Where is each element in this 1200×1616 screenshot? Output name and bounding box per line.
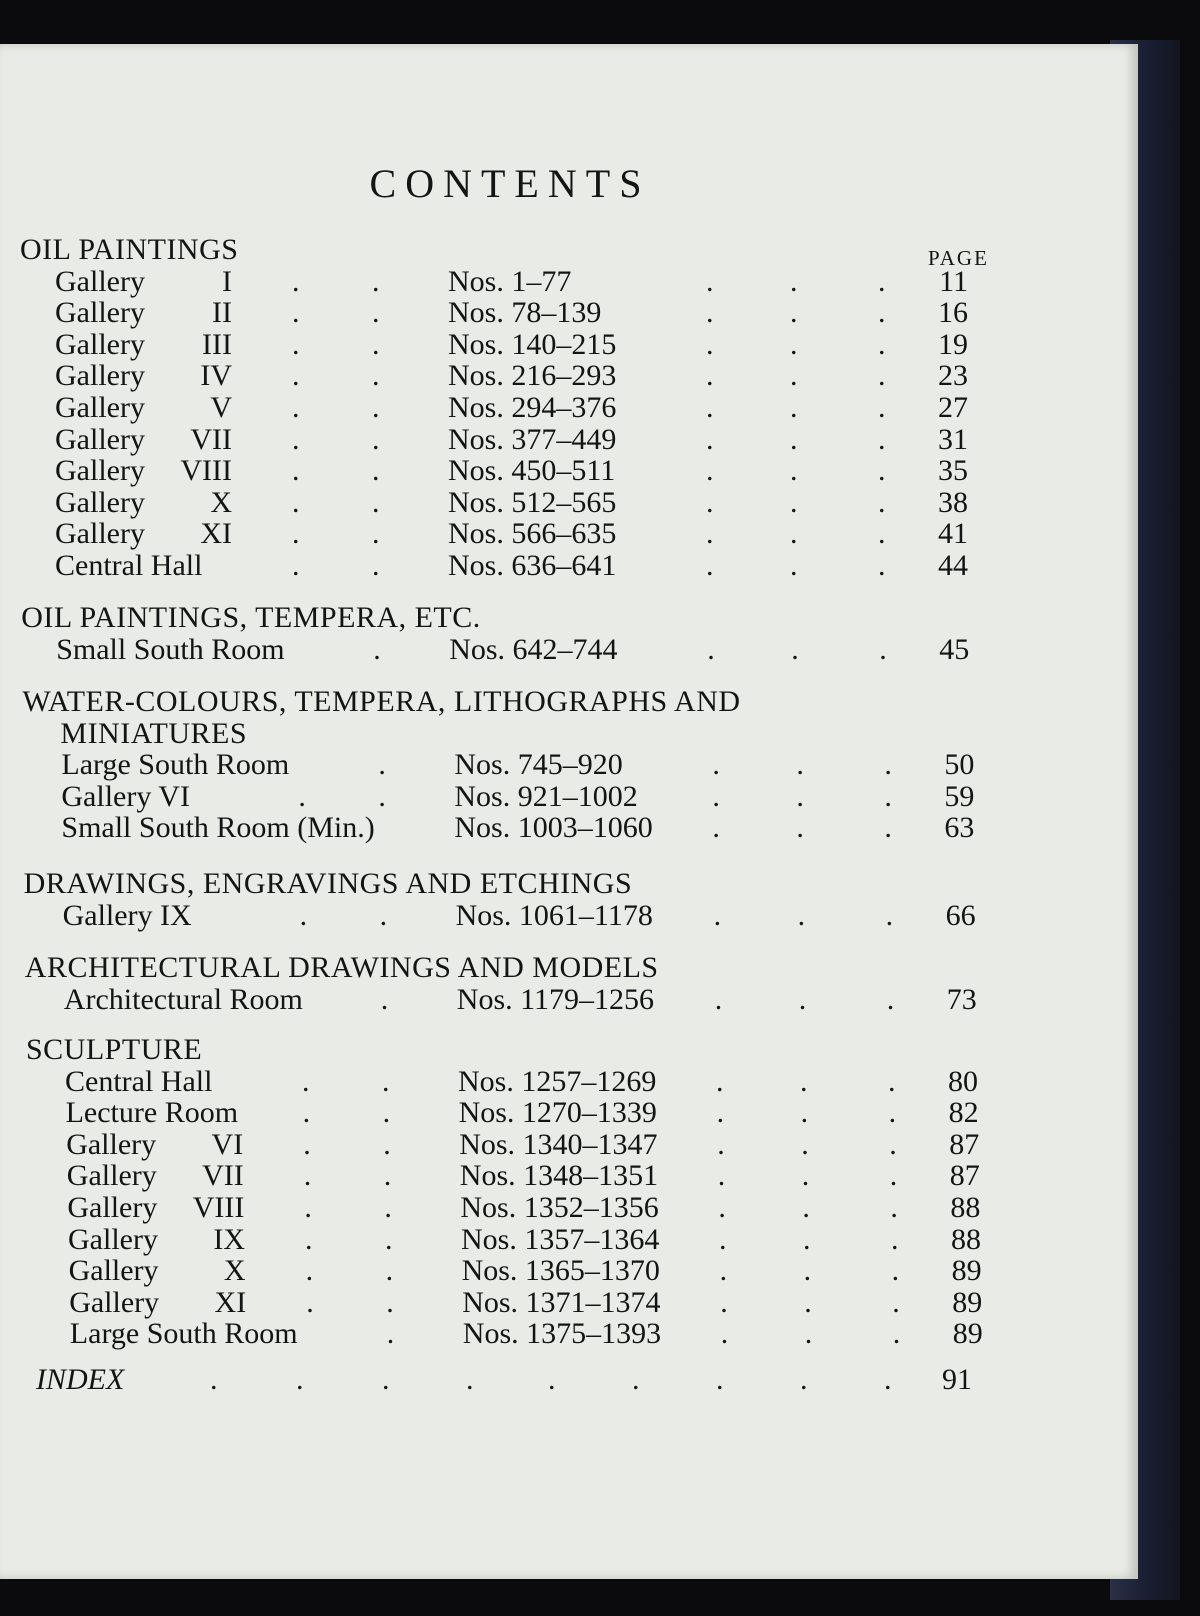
leader-dot: . xyxy=(378,748,386,782)
index-label: INDEX xyxy=(36,1363,125,1396)
entry-room: Gallery xyxy=(55,485,145,519)
toc-entry-row xyxy=(0,485,1000,521)
toc-entry-row xyxy=(0,1095,1000,1131)
leader-dot: . xyxy=(383,1159,392,1193)
entry-page-number: 88 xyxy=(951,1222,981,1256)
leader-dot: . xyxy=(298,779,306,813)
entry-room: Gallery xyxy=(55,422,145,456)
toc-entry-row xyxy=(0,1222,1000,1258)
leader-dot: . xyxy=(791,632,799,666)
leader-dot: . xyxy=(379,898,388,932)
entry-catalogue-numbers: Nos. 1352–1356 xyxy=(460,1191,659,1224)
leader-dot: . xyxy=(790,296,798,330)
leader-dot: . xyxy=(292,422,300,456)
leader-dot: . xyxy=(720,1317,729,1351)
toc-entry-row xyxy=(0,1253,1000,1289)
entry-page-number: 89 xyxy=(951,1254,982,1288)
entry-gallery-numeral: IV xyxy=(200,359,232,393)
contents-page xyxy=(0,44,1138,1579)
entry-page-number: 31 xyxy=(938,422,968,456)
leader-dot: . xyxy=(800,1064,808,1098)
entry-page-number: 88 xyxy=(950,1191,981,1224)
leader-dot: . xyxy=(892,1285,900,1319)
leader-dot: . xyxy=(384,1191,392,1224)
leader-dot: . xyxy=(801,1159,810,1193)
table-of-contents xyxy=(0,44,1138,1579)
leader-dot: . xyxy=(707,632,715,666)
index-page-number: 91 xyxy=(942,1363,972,1396)
leader-dot: . xyxy=(548,1363,556,1396)
toc-entry-row xyxy=(0,1316,1000,1352)
section-heading-continued: MINIATURES xyxy=(60,716,248,750)
leader-dot: . xyxy=(719,1254,728,1288)
leader-dot: . xyxy=(382,1363,390,1396)
leader-dot: . xyxy=(305,1222,313,1256)
leader-dot: . xyxy=(713,898,722,932)
leader-dot: . xyxy=(706,296,714,330)
leader-dot: . xyxy=(790,549,798,582)
section-heading: ARCHITECTURAL DRAWINGS AND MODELS xyxy=(24,951,659,984)
toc-entry-row xyxy=(0,327,1000,363)
entry-gallery-numeral: III xyxy=(202,327,232,361)
leader-dot: . xyxy=(380,982,389,1016)
leader-dot: . xyxy=(373,632,381,666)
entry-gallery-numeral: V xyxy=(210,391,232,424)
leader-dot: . xyxy=(879,632,887,666)
leader-dot: . xyxy=(372,296,380,330)
leader-dot: . xyxy=(790,359,798,393)
toc-entry-row xyxy=(0,898,1000,934)
leader-dot: . xyxy=(302,1096,311,1130)
entry-gallery-numeral: IX xyxy=(213,1222,245,1256)
leader-dot: . xyxy=(372,517,380,551)
leader-dot: . xyxy=(798,982,807,1016)
entry-room: Gallery xyxy=(55,454,145,488)
leader-dot: . xyxy=(717,1159,726,1193)
entry-gallery-numeral: X xyxy=(223,1254,246,1288)
entry-page-number: 80 xyxy=(948,1064,978,1098)
toc-entry-row xyxy=(0,422,1000,458)
leader-dot: . xyxy=(790,485,798,519)
leader-dot: . xyxy=(305,1254,314,1288)
leader-dot: . xyxy=(878,485,886,519)
leader-dot: . xyxy=(800,1363,808,1396)
entry-catalogue-numbers: Nos. 140–215 xyxy=(448,327,617,361)
leader-dot: . xyxy=(386,1317,395,1351)
leader-dot: . xyxy=(878,359,886,393)
entry-gallery-numeral: X xyxy=(210,485,232,519)
entry-catalogue-numbers: Nos. 1061–1178 xyxy=(455,898,653,932)
entry-room: Gallery xyxy=(55,391,145,424)
toc-entry-row xyxy=(0,516,1000,552)
entry-gallery-numeral: VII xyxy=(202,1159,244,1193)
toc-entry-row xyxy=(0,453,1000,489)
leader-dot: . xyxy=(790,422,798,456)
entry-room: Architectural Room xyxy=(63,982,303,1016)
leader-dot: . xyxy=(706,359,714,393)
leader-dot: . xyxy=(382,1096,391,1130)
leader-dot: . xyxy=(888,1064,896,1098)
toc-entry-row xyxy=(0,295,1000,331)
leader-dot: . xyxy=(892,1317,901,1351)
leader-dot: . xyxy=(303,1159,312,1193)
toc-entry-row xyxy=(0,264,1000,300)
toc-entry-row xyxy=(0,747,1000,783)
leader-dot: . xyxy=(383,1127,391,1161)
toc-entry-row xyxy=(0,1158,1000,1194)
leader-dot: . xyxy=(886,982,895,1016)
leader-dot: . xyxy=(884,811,892,845)
entry-room: Small South Room (Min.) xyxy=(61,811,375,845)
toc-entry-row xyxy=(0,548,1000,584)
entry-gallery-numeral: I xyxy=(222,264,232,298)
leader-dot: . xyxy=(878,391,886,424)
leader-dot: . xyxy=(706,391,714,424)
leader-dot: . xyxy=(801,1127,809,1161)
entry-catalogue-numbers: Nos. 216–293 xyxy=(448,359,617,393)
entry-room: Small South Room xyxy=(56,632,285,666)
entry-room: Central Hall xyxy=(55,549,203,582)
leader-dot: . xyxy=(889,1159,898,1193)
entry-room: Gallery xyxy=(55,517,145,551)
leader-dot: . xyxy=(804,1317,813,1351)
entry-room: Gallery xyxy=(55,359,145,393)
page-title: CONTENTS xyxy=(369,161,651,206)
leader-dot: . xyxy=(803,1222,811,1256)
leader-dot: . xyxy=(717,1127,725,1161)
leader-dot: . xyxy=(706,327,714,361)
leader-dot: . xyxy=(706,422,714,456)
section-heading: WATER-COLOURS, TEMPERA, LITHOGRAPHS AND xyxy=(22,685,741,718)
entry-page-number: 41 xyxy=(938,517,968,551)
entry-page-number: 38 xyxy=(938,485,968,519)
leader-dot: . xyxy=(719,1222,727,1256)
entry-catalogue-numbers: Nos. 566–635 xyxy=(448,517,617,551)
toc-entry-row xyxy=(0,810,1000,846)
leader-dot: . xyxy=(800,1096,809,1130)
leader-dot: . xyxy=(372,359,380,393)
leader-dot: . xyxy=(292,264,300,298)
leader-dot: . xyxy=(292,549,300,582)
leader-dot: . xyxy=(790,391,798,424)
leader-dot: . xyxy=(385,1254,394,1288)
leader-dot: . xyxy=(306,1285,314,1319)
entry-catalogue-numbers: Nos. 1375–1393 xyxy=(462,1317,662,1351)
leader-dot: . xyxy=(891,1254,900,1288)
entry-room: Gallery xyxy=(66,1159,157,1193)
entry-page-number: 50 xyxy=(944,748,975,782)
section-heading: OIL PAINTINGS, TEMPERA, ETC. xyxy=(21,601,481,634)
leader-dot: . xyxy=(632,1363,640,1396)
leader-dot: . xyxy=(304,1191,312,1224)
leader-dot: . xyxy=(706,549,714,582)
leader-dot: . xyxy=(296,1363,304,1396)
leader-dot: . xyxy=(372,391,380,424)
leader-dot: . xyxy=(292,454,300,488)
leader-dot: . xyxy=(292,296,300,330)
entry-page-number: 45 xyxy=(939,632,970,666)
entry-gallery-numeral: XI xyxy=(200,517,232,551)
leader-dot: . xyxy=(718,1191,726,1224)
leader-dot: . xyxy=(802,1191,810,1224)
entry-page-number: 73 xyxy=(946,982,977,1016)
leader-dot: . xyxy=(891,1222,899,1256)
entry-gallery-numeral: VIII xyxy=(192,1191,245,1224)
leader-dot: . xyxy=(372,327,380,361)
entry-room: Gallery xyxy=(66,1127,157,1161)
leader-dot: . xyxy=(796,748,804,782)
leader-dot: . xyxy=(804,1285,812,1319)
leader-dot: . xyxy=(466,1363,474,1396)
entry-page-number: 44 xyxy=(938,549,968,582)
leader-dot: . xyxy=(890,1191,898,1224)
page-column-label: PAGE xyxy=(928,246,989,270)
leader-dot: . xyxy=(889,1127,897,1161)
leader-dot: . xyxy=(706,485,714,519)
leader-dot: . xyxy=(706,264,714,298)
leader-dot: . xyxy=(716,1363,724,1396)
entry-room: Lecture Room xyxy=(65,1096,239,1130)
toc-entry-row xyxy=(0,632,1000,668)
section-heading: OIL PAINTINGS xyxy=(20,233,239,266)
leader-dot: . xyxy=(878,422,886,456)
entry-catalogue-numbers: Nos. 1–77 xyxy=(448,264,572,298)
entry-gallery-numeral: VII xyxy=(190,422,232,456)
leader-dot: . xyxy=(382,1064,390,1098)
leader-dot: . xyxy=(884,1363,892,1396)
entry-page-number: 16 xyxy=(938,296,968,330)
entry-catalogue-numbers: Nos. 921–1002 xyxy=(454,779,638,813)
leader-dot: . xyxy=(292,391,300,424)
leader-dot: . xyxy=(878,296,886,330)
entry-page-number: 19 xyxy=(938,327,968,361)
entry-page-number: 63 xyxy=(944,811,975,845)
leader-dot: . xyxy=(790,517,798,551)
toc-entry-row xyxy=(0,390,1000,426)
leader-dot: . xyxy=(210,1363,218,1396)
leader-dot: . xyxy=(712,748,720,782)
toc-entry-row xyxy=(0,1285,1000,1321)
leader-dot: . xyxy=(372,549,380,582)
leader-dot: . xyxy=(303,1127,311,1161)
entry-page-number: 87 xyxy=(949,1127,980,1161)
leader-dot: . xyxy=(386,1285,394,1319)
leader-dot: . xyxy=(706,454,714,488)
entry-catalogue-numbers: Nos. 377–449 xyxy=(448,422,617,456)
toc-entry-row xyxy=(0,1190,1000,1226)
entry-room: Gallery xyxy=(55,296,145,330)
toc-entry-row xyxy=(0,1064,1000,1100)
entry-gallery-numeral: VIII xyxy=(180,454,232,488)
entry-room: Large South Room xyxy=(61,748,290,782)
entry-page-number: 87 xyxy=(949,1159,980,1193)
entry-room: Gallery xyxy=(68,1254,159,1288)
leader-dot: . xyxy=(884,748,892,782)
entry-catalogue-numbers: Nos. 78–139 xyxy=(448,296,602,330)
entry-catalogue-numbers: Nos. 1371–1374 xyxy=(462,1285,661,1319)
entry-catalogue-numbers: Nos. 1357–1364 xyxy=(461,1222,660,1256)
leader-dot: . xyxy=(385,1222,393,1256)
leader-dot: . xyxy=(716,1096,725,1130)
section-heading: DRAWINGS, ENGRAVINGS AND ETCHINGS xyxy=(23,867,633,900)
leader-dot: . xyxy=(796,811,804,845)
leader-dot: . xyxy=(712,779,720,813)
entry-catalogue-numbers: Nos. 642–744 xyxy=(449,632,618,666)
entry-gallery-numeral: VI xyxy=(211,1127,244,1161)
leader-dot: . xyxy=(888,1096,897,1130)
entry-page-number: 11 xyxy=(939,264,968,298)
entry-catalogue-numbers: Nos. 450–511 xyxy=(448,454,616,488)
entry-room: Gallery xyxy=(69,1285,160,1319)
toc-entry-row xyxy=(0,982,1000,1018)
entry-catalogue-numbers: Nos. 1340–1347 xyxy=(459,1127,658,1161)
entry-catalogue-numbers: Nos. 1270–1339 xyxy=(458,1096,657,1130)
leader-dot: . xyxy=(720,1285,728,1319)
leader-dot: . xyxy=(884,779,892,813)
entry-room: Central Hall xyxy=(65,1064,213,1098)
leader-dot: . xyxy=(706,517,714,551)
entry-page-number: 89 xyxy=(952,1285,983,1319)
entry-gallery-numeral: XI xyxy=(214,1285,247,1319)
leader-dot: . xyxy=(878,549,886,582)
entry-catalogue-numbers: Nos. 1179–1256 xyxy=(456,982,655,1016)
entry-catalogue-numbers: Nos. 636–641 xyxy=(448,549,617,582)
leader-dot: . xyxy=(372,264,380,298)
entry-page-number: 89 xyxy=(952,1317,983,1351)
leader-dot: . xyxy=(302,1064,310,1098)
leader-dot: . xyxy=(790,327,798,361)
entry-catalogue-numbers: Nos. 1365–1370 xyxy=(461,1254,660,1288)
toc-entry-row xyxy=(0,358,1000,394)
leader-dot: . xyxy=(372,485,380,519)
entry-room: Gallery xyxy=(55,327,145,361)
entry-page-number: 35 xyxy=(938,454,968,488)
toc-entry-row xyxy=(0,779,1000,815)
leader-dot: . xyxy=(372,422,380,456)
entry-room: Gallery VI xyxy=(61,779,190,813)
leader-dot: . xyxy=(714,982,723,1016)
leader-dot: . xyxy=(292,485,300,519)
leader-dot: . xyxy=(378,779,386,813)
leader-dot: . xyxy=(796,779,804,813)
leader-dot: . xyxy=(885,898,894,932)
entry-catalogue-numbers: Nos. 1257–1269 xyxy=(458,1064,657,1098)
leader-dot: . xyxy=(292,327,300,361)
leader-dot: . xyxy=(797,898,806,932)
leader-dot: . xyxy=(803,1254,812,1288)
leader-dot: . xyxy=(878,327,886,361)
section-heading: SCULPTURE xyxy=(26,1033,203,1066)
leader-dot: . xyxy=(292,359,300,393)
entry-catalogue-numbers: Nos. 1003–1060 xyxy=(454,811,653,845)
toc-entry-row xyxy=(0,1127,1000,1163)
entry-room: Gallery xyxy=(55,264,145,298)
entry-room: Large South Room xyxy=(69,1317,298,1351)
entry-catalogue-numbers: Nos. 745–920 xyxy=(454,748,623,782)
leader-dot: . xyxy=(790,454,798,488)
entry-page-number: 59 xyxy=(944,779,975,813)
entry-page-number: 27 xyxy=(938,391,968,424)
entry-room: Gallery IX xyxy=(62,898,192,932)
leader-dot: . xyxy=(716,1064,724,1098)
entry-room: Gallery xyxy=(68,1222,158,1256)
entry-gallery-numeral: II xyxy=(212,296,232,330)
leader-dot: . xyxy=(878,517,886,551)
leader-dot: . xyxy=(712,811,720,845)
entry-room: Gallery xyxy=(67,1191,158,1224)
entry-catalogue-numbers: Nos. 1348–1351 xyxy=(459,1159,659,1193)
entry-page-number: 23 xyxy=(938,359,968,393)
entry-page-number: 82 xyxy=(948,1096,979,1130)
leader-dot: . xyxy=(878,454,886,488)
entry-catalogue-numbers: Nos. 512–565 xyxy=(448,485,617,519)
index-row xyxy=(0,1362,1000,1398)
leader-dot: . xyxy=(292,517,300,551)
entry-catalogue-numbers: Nos. 294–376 xyxy=(448,391,617,424)
entry-page-number: 66 xyxy=(945,898,976,932)
leader-dot: . xyxy=(299,898,308,932)
leader-dot: . xyxy=(878,264,886,298)
leader-dot: . xyxy=(790,264,798,298)
leader-dot: . xyxy=(372,454,380,488)
